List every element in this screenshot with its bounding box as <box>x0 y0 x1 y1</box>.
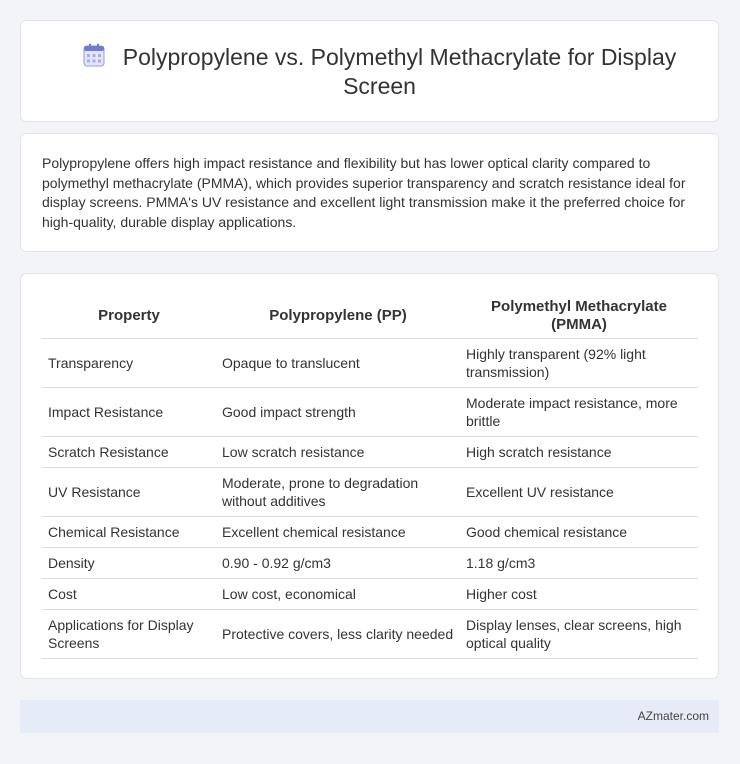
title-text: Polypropylene vs. Polymethyl Methacrylate for Display Screen <box>122 44 677 99</box>
table-row <box>42 436 698 467</box>
cell-pp: Low scratch resistance <box>216 436 460 467</box>
cell-pmma: Excellent UV resistance <box>460 467 698 516</box>
table-header-row <box>42 294 698 338</box>
comparison-table <box>42 294 698 659</box>
table-row <box>42 547 698 578</box>
summary-card <box>20 133 719 252</box>
cell-pp: Moderate, prone to degradation without additives <box>216 467 460 516</box>
cell-property: Transparency <box>42 338 216 387</box>
table-row <box>42 387 698 436</box>
cell-pmma: High scratch resistance <box>460 436 698 467</box>
header-pmma: Polymethyl Methacrylate (PMMA) <box>460 294 698 338</box>
cell-property: Applications for Display Screens <box>42 609 216 658</box>
title-card <box>20 20 719 122</box>
cell-property: Scratch Resistance <box>42 436 216 467</box>
table-row <box>42 516 698 547</box>
cell-pmma: Display lenses, clear screens, high optical quality <box>460 609 698 658</box>
table-row <box>42 467 698 516</box>
comparison-table-card <box>20 273 719 679</box>
cell-pmma: Moderate impact resistance, more brittle <box>460 387 698 436</box>
cell-property: UV Resistance <box>42 467 216 516</box>
cell-property: Impact Resistance <box>42 387 216 436</box>
cell-pp: Low cost, economical <box>216 578 460 609</box>
footer-brand-link[interactable]: AZmater.com <box>637 709 709 723</box>
cell-pp: 0.90 - 0.92 g/cm3 <box>216 547 460 578</box>
page-title <box>61 43 698 101</box>
cell-pmma: Good chemical resistance <box>460 516 698 547</box>
cell-property: Chemical Resistance <box>42 516 216 547</box>
table-icon <box>83 43 105 67</box>
table-row <box>42 338 698 387</box>
cell-pp: Good impact strength <box>216 387 460 436</box>
header-pp: Polypropylene (PP) <box>216 294 460 338</box>
cell-property: Cost <box>42 578 216 609</box>
footer-bar <box>20 700 719 733</box>
cell-pp: Opaque to translucent <box>216 338 460 387</box>
header-property: Property <box>42 294 216 338</box>
cell-pp: Excellent chemical resistance <box>216 516 460 547</box>
cell-property: Density <box>42 547 216 578</box>
summary-text: Polypropylene offers high impact resistance and flexibility but has lower optical clarity compared to polymethyl methacrylate (PMMA), which provides superior transparency and scratch resistance ideal for display screens. PMMA's UV resistance and excellent light transmission make it the preferred choice for high-quality, durable display applications. <box>42 155 686 230</box>
table-row <box>42 609 698 658</box>
cell-pp: Protective covers, less clarity needed <box>216 609 460 658</box>
cell-pmma: Higher cost <box>460 578 698 609</box>
table-row <box>42 578 698 609</box>
cell-pmma: 1.18 g/cm3 <box>460 547 698 578</box>
cell-pmma: Highly transparent (92% light transmission) <box>460 338 698 387</box>
